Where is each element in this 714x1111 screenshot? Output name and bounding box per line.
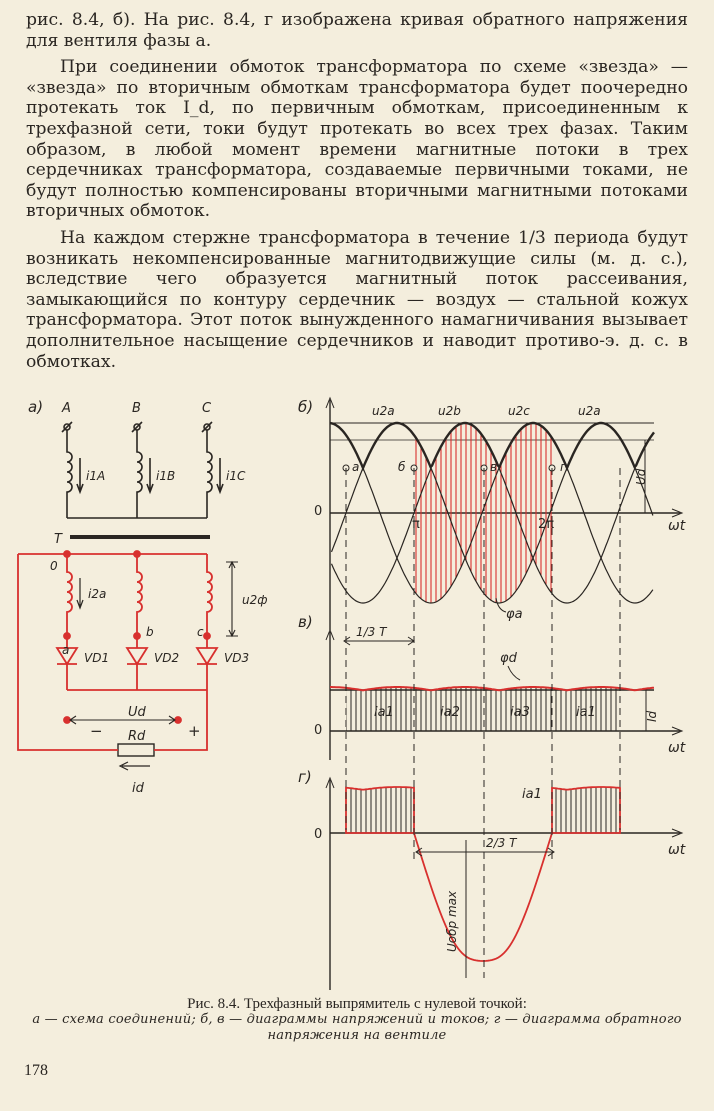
node-a-label: a [62, 643, 70, 657]
curve-label-u2a-2: u2a [578, 404, 601, 418]
diagram-g [298, 768, 686, 990]
schematic [28, 398, 246, 547]
load-resistor [118, 744, 154, 756]
axis-label-v: ωt [668, 740, 686, 756]
output-voltage-label: Ud [128, 705, 146, 720]
primary-coil-b [137, 430, 142, 518]
current-ia1-label-g: ia1 [522, 787, 542, 802]
load-label: Rd [128, 729, 146, 744]
diode-vd3-label: VD3 [224, 651, 250, 665]
primary-current-a: i1A [86, 469, 106, 483]
plus-sign: + [188, 722, 201, 740]
paragraph-2: При соединении обмоток трансформатора по схеме «звезда» — «звезда» по вторичным обмоткам трансформатора будет поочередно протекать ток I_d, по первичным обмоткам, присоединенным к трехфазной сети, токи будут протекать во всех трех фазах. Таким образом, в любой момент времени магнитные потоки в трех сердечниках трансформатора, создаваемые первичными токами, не будут полностью компенсированы вторичными магнитными потоками вторичных обмоток. [26, 57, 688, 222]
reverse-voltage-label: Uобр max [445, 890, 459, 952]
primary-current-b: i1B [156, 469, 176, 483]
transformer-label: T [54, 532, 62, 547]
diode-vd2-label: VD2 [154, 651, 180, 665]
two-pi-label: 2π [538, 517, 555, 532]
figure-caption [20, 996, 694, 1044]
secondary-coil-b [137, 554, 142, 636]
current-ia1-label-2: ia1 [576, 705, 596, 720]
phase-b-label: B [132, 401, 141, 416]
curve-label-u2b: u2b [438, 404, 461, 418]
primary-coil-c [207, 430, 212, 518]
point-a-label: а [352, 460, 360, 474]
schematic-labels [50, 559, 268, 796]
secondary-coil-c [207, 554, 212, 636]
phi-d-label: φd [500, 651, 517, 666]
primary-coil-a [67, 430, 72, 518]
diagram-b [298, 398, 686, 630]
current-pulses-g [346, 787, 620, 833]
hatch-region-b [414, 423, 555, 603]
diagram-b-panel-label: б) [298, 398, 314, 416]
current-ia3-label: ia3 [510, 705, 530, 720]
load-current-label: id [132, 781, 144, 796]
secondary-voltage-label: u2ф [242, 593, 268, 607]
diagram-g-panel-label: г) [298, 768, 312, 786]
current-ia2-label: ia2 [440, 705, 460, 720]
axis-label-b: ωt [668, 518, 686, 534]
curve-label-u2c: u2c [508, 404, 530, 418]
point-b-label: б [398, 460, 406, 474]
interval-third-label: 1/3 T [356, 625, 387, 639]
schematic-panel-label: а) [28, 398, 44, 416]
interval-two-thirds-label: 2/3 T [486, 836, 517, 850]
primary-current-c: i1C [226, 469, 246, 483]
figure-8-4 [0, 392, 714, 992]
pi-label: π [412, 517, 420, 532]
current-ia1-label: ia1 [374, 705, 394, 720]
diode-vd2 [127, 636, 147, 690]
origin-g: 0 [314, 827, 323, 842]
diagram-v [298, 613, 686, 760]
node-c-label: c [197, 625, 204, 639]
id-label: Id [645, 710, 659, 722]
curve-label-u2a-1: u2a [372, 404, 395, 418]
secondary-circuit [18, 392, 217, 770]
origin-b: 0 [314, 504, 323, 519]
page-body [26, 10, 688, 378]
paragraph-1: рис. 8.4, б). На рис. 8.4, г изображена кривая обратного напряжения для вентиля фазы а. [26, 10, 688, 51]
node-b-label: b [146, 625, 154, 639]
diode-vd3 [197, 636, 217, 690]
point-v-label: в [490, 460, 498, 474]
diode-vd1-label: VD1 [84, 651, 110, 665]
minus-sign: − [90, 722, 103, 740]
caption-description: а — схема соединений; б, в — диаграммы напряжений и токов; г — диаграмма обратного напряжения на вентиле [32, 1012, 682, 1043]
page-number: 178 [24, 1062, 48, 1079]
secondary-coil-a [67, 554, 72, 636]
paragraph-3: На каждом стержне трансформатора в течение 1/3 периода будут возникать некомпенсированные магнитодвижущие силы (м. д. с.), вследствие чего образуется магнитный поток рассеивания, замыкающийся по контуру сердечник — воздух — стальной кожух трансформатора. Этот поток вынужденного намагничивания вызывает дополнительное насыщение сердечников и наводит противо-э. д. с. в обмотках. [26, 227, 688, 372]
secondary-current-label: i2a [88, 587, 107, 601]
neutral-label: 0 [50, 559, 58, 573]
phi-a-label: φa [506, 607, 523, 622]
point-g-label: г [560, 460, 567, 474]
ud-label: Ud [634, 468, 648, 485]
axis-label-g: ωt [668, 842, 686, 858]
origin-v: 0 [314, 723, 323, 738]
caption-title: Рис. 8.4. Трехфазный выпрямитель с нулевой точкой: [187, 996, 527, 1012]
phase-a-label: A [62, 401, 71, 416]
phase-c-label: C [202, 401, 212, 416]
diagram-v-panel-label: в) [298, 613, 313, 631]
